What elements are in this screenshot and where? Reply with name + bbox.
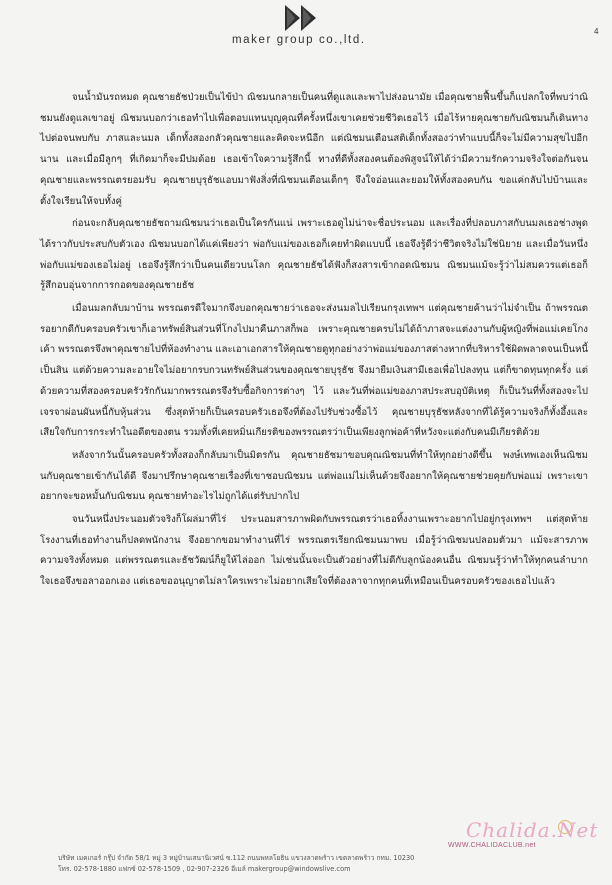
watermark-logo: Chalida.Net: [466, 818, 599, 842]
footer-address: บริษัท เมคเกอร์ กรุ๊ป จำกัด 58/1 หมู่ 3 หมู่บ้านเสนานิเวศน์ ซ.112 ถนนพหลโยธิน แขวงลาดพร้าว เขตลาดพร้าว กทม. 10230: [58, 854, 415, 862]
company-footer: [58, 853, 578, 875]
page-number: 4: [594, 27, 599, 36]
paragraph: จนน้ำมันรถหมด คุณชายธัชป่วยเป็นไข้ป่า ณิชมนกลายเป็นคนที่ดูแลและพาไปส่งอนามัย เมื่อคุณชายฟื้นขึ้นก็แปลกใจที่พบว่าณิชมนยังดูแลเขาอยู่ ณิชมนบอกว่าเธอทำไปเพื่อตอบแทนบุญคุณที่ครั้งหนึ่งเขาเคยช่วยชีวิตเธอไว้ เมื่อไร้หายคุณชายกับณิชมนก็เดินทางไปต่อจนพบกับ ภาสและนมล เด็กทั้งสองกลัวคุณชายและคิดจะหนีอีก แต่ณิชมนเตือนสติเด็กทั้งสองว่าทำแบบนี้ก็จะไม่มีความสุขไปอีกนาน และเมื่อมีลูกๆ ที่เกิดมาก็จะมีปมด้อย เธอเข้าใจความรู้สึกนี้ ทางที่ดีทั้งสองคนต้องพิสูจน์ให้ได้ว่ามีความรักความจริงใจต่อกันจนคุณชายและพรรณตรยอมรับ คุณชายบุรุธัชแอบมาฟังสิ่งที่ณิชมนเตือนเด็กๆ จึงใจอ่อนและยอมให้ทั้งสองคบกัน ขอแค่กลับไปบ้านและตั้งใจเรียนให้จบทั้งคู่: [40, 92, 588, 207]
footer-contact: โทร. 02-578-1880 แฟกซ์ 02-578-1509 , 02-907-2326 อีเมล์ makergroup@windowslive.com: [58, 865, 351, 873]
synopsis-body: [40, 88, 588, 593]
paragraph: หลังจากวันนั้นครอบครัวทั้งสองก็กลับมาเป็นมิตรกัน คุณชายธัชมาขอบคุณณิชมนที่ทำให้ทุกอย่างดีขึ้น พงษ์เทพเองเห็นณิชมนกับคุณชายเข้ากันได้ดี จึงมาปรึกษาคุณชายเรื่องที่เขาชอบณิชมน แต่พ่อแม่ไม่เห็นด้วยจึงอยากให้คุณชายช่วยคุยกับพ่อแม่ เพราะเขาอยากจะขอหมั้นกับณิชมน คุณชายทำอะไรไม่ถูกได้แต่รับปากไป: [40, 449, 588, 503]
paragraph: จนวันหนึ่งประนอมตัวจริงก็โผล่มาที่ไร่ ประนอมสารภาพผิดกับพรรณตรว่าเธอทิ้งงานเพราะอยากไปอยู่กรุงเทพฯ แต่สุดท้ายโรงงานที่เธอทำงานก็ปลดพนักงาน จึงอยากขอมาทำงานที่ไร่ พรรณตรเรียกณิชมนมาพบ เมื่อรู้ว่าณิชมนปลอมตัวมา แม้จะสารภาพความจริงทั้งหมด แต่พรรณตรและธัชวัฒน์ก็ยูให้ไล่ออก ไม่เช่นนั้นจะเป็นตัวอย่างที่ไม่ดีกับลูกน้องคนอื่น ณิชมนรู้ว่าทำให้ทุกคนลำบากใจเธอจึงขอลาออกเอง แต่เธอขออนุญาตไม่ลาใครเพราะไม่อยากเสียใจที่ต้องลาจากทุกคนที่เหมือนเป็นครอบครัวของเธอไปแล้ว: [40, 514, 588, 588]
watermark-url: WWW.CHALIDACLUB.net: [448, 842, 536, 849]
company-name: maker group co.,ltd.: [232, 34, 366, 46]
paragraph: เมื่อนมลกลับมาบ้าน พรรณตรดีใจมากจึงบอกคุณชายว่าเธอจะส่งนมลไปเรียนกรุงเทพฯ แต่คุณชายค้านว่าไม่จำเป็น ถ้าพรรณตรอยากดีกับครอบครัวเขาก็เอาทรัพย์สินส่วนที่โกงไปมาคืนภาสก็พอ เพราะคุณชายครบไม่ได้ถ้าภาสจะแต่งงานกับผู้หญิงที่พ่อแม่เคยโกงเค้า พรรณตรจึงพาคุณชายไปที่ห้องทำงาน และเอาเอกสารให้คุณชายดูทุกอย่างว่าพ่อแม่ของภาสต่างหากที่บริหารใช้ผิดพลาดจนเป็นหนี้เป็นสิน แต่ด้วยความละอายใจไม่อยากรบกวนทรัพย์สินส่วนของคุณชายบุรุธัช จึงมายืมเงินสามีเธอเพื่อไปลงทุน แต่ก็ขาดทุนทุกครั้ง แต่ด้วยความที่สองครอบครัวรักกันมากพรรณตรจึงรับซื้อกิจการต่างๆ ไว้ และวันที่พ่อแม่ของภาสประสบอุบัติเหตุ ก็เป็นวันที่ทั้งสองจะไปเจรจาผ่อนผันหนี้กับหุ้นส่วน ซึ่งสุดท้ายก็เป็นครอบครัวเธอจึงที่ต้องไปรับช่วงซื้อไว้ คุณชายบุรุธัชหลังจากที่ได้รู้ความจริงก็ทั้งอึ้งและเสียใจกับการกระทำในอดีตของตน รวมทั้งที่เคยหมิ่นเกียรติของพรรณตรว่าเป็นเพียงลูกพ่อค้าที่หวังจะแต่งกับคนมีเกียรติด้วย: [40, 303, 588, 439]
maker-group-logo-icon: [283, 4, 319, 32]
paragraph: ก่อนจะกลับคุณชายธัชถามณิชมนว่าเธอเป็นใครกันแน่ เพราะเธอดูไม่น่าจะชื่อประนอม และเรื่องที่ปลอบภาสกับนมลเธอช่างพูดได้ราวกับประสบกับตัวเอง ณิชมนบอกได้แค่เพียงว่า พ่อกับแม่ของเธอก็เคยทำผิดแบบนี้ เธอจึงรู้ดีว่าชีวิตจริงไม่ใช่นิยาย และเมื่อวันหนึ่งพ่อกับแม่ของเธอไม่อยู่ เธอจึงรู้สึกว่าเป็นคนเดียวบนโลก คุณชายธัชได้ฟังก็สงสารเข้ากอดณิชมน ณิชมนแม้จะรู้ว่าไม่สมควรแต่เธอก็รู้สึกอบอุ่นจากการกอดของคุณชายธัช: [40, 218, 588, 292]
chalida-watermark: [448, 818, 599, 858]
watermark-badge-icon: [558, 820, 572, 834]
